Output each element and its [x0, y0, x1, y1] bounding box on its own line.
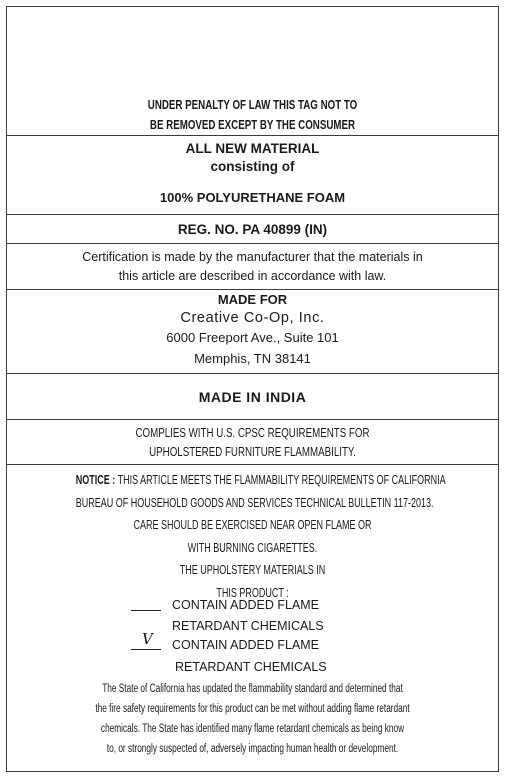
company-name: Creative Co-Op, Inc.	[180, 310, 325, 326]
california-line-3: chemicals. The State has identified many flame retardant chemicals as being know	[100, 723, 405, 735]
reg-number: REG. NO. PA 40899 (IN)	[177, 222, 328, 237]
notice-text-1: THIS ARTICLE MEETS THE FLAMMABILITY REQUIREMENTS OF CALIFORNIA	[115, 473, 446, 487]
notice-line-1	[75, 469, 446, 492]
tag-warning	[7, 95, 498, 135]
notice-line-6: THIS PRODUCT :	[216, 585, 289, 600]
certification-line-1: Certification is made by the manufacturer that the materials in	[82, 250, 423, 264]
option-1-line-1: CONTAIN ADDED FLAME	[172, 598, 320, 612]
option-2-line-2: RETARDANT CHEMICALS	[175, 660, 327, 674]
california-disclosure	[7, 679, 498, 759]
material-line-2: consisting of	[210, 159, 295, 174]
certification-line-2: this article are described in accordance with law.	[118, 269, 387, 283]
checkmark-icon: V	[142, 630, 153, 648]
notice-label: NOTICE :	[75, 473, 116, 487]
divider	[7, 373, 498, 374]
law-label-tag	[6, 6, 499, 772]
warning-line-1: UNDER PENALTY OF LAW THIS TAG NOT TO	[147, 98, 358, 112]
divider	[7, 289, 498, 290]
divider	[7, 464, 498, 465]
certification-statement	[7, 248, 498, 286]
company-address: 6000 Freeport Ave., Suite 101	[166, 330, 339, 345]
divider	[7, 214, 498, 215]
notice-line-5: THE UPHOLSTERY MATERIALS IN	[179, 563, 326, 577]
notice-line-2: BUREAU OF HOUSEHOLD GOODS AND SERVICES TECHNICAL BULLETIN 117-2013.	[75, 495, 434, 510]
cpsc-compliance	[7, 424, 498, 462]
option-2-line-1: CONTAIN ADDED FLAME	[172, 638, 320, 652]
flammability-notice	[7, 469, 498, 604]
material-line-1: ALL NEW MATERIAL	[185, 141, 320, 156]
company-city: Memphis, TN 38141	[194, 351, 311, 366]
california-line-2: the fire safety requirements for this product can be met without adding flame retardant	[95, 703, 410, 715]
cpsc-line-2: UPHOLSTERED FURNITURE FLAMMABILITY.	[149, 445, 356, 459]
california-line-1: The State of California has updated the flammability standard and determined that	[102, 683, 403, 695]
country-of-origin: MADE IN INDIA	[198, 389, 307, 405]
made-for-section	[7, 291, 498, 369]
california-line-4: to, or strongly suspected of, adversely impacting human health or development.	[106, 743, 399, 755]
cpsc-line-1: COMPLIES WITH U.S. CPSC REQUIREMENTS FOR	[135, 426, 370, 440]
notice-line-3: CARE SHOULD BE EXERCISED NEAR OPEN FLAME OR	[133, 518, 372, 532]
divider	[7, 135, 498, 136]
material-section	[7, 139, 498, 207]
option-1-line-2: RETARDANT CHEMICALS	[172, 619, 324, 633]
material-composition: 100% POLYURETHANE FOAM	[159, 190, 346, 205]
divider	[7, 243, 498, 244]
option-blank-line	[131, 610, 161, 611]
option-blank-line	[131, 649, 161, 650]
made-for-heading: MADE FOR	[217, 292, 288, 307]
notice-line-4: WITH BURNING CIGARETTES.	[187, 540, 318, 555]
warning-line-2: BE REMOVED EXCEPT BY THE CONSUMER	[149, 118, 356, 132]
divider	[7, 419, 498, 420]
